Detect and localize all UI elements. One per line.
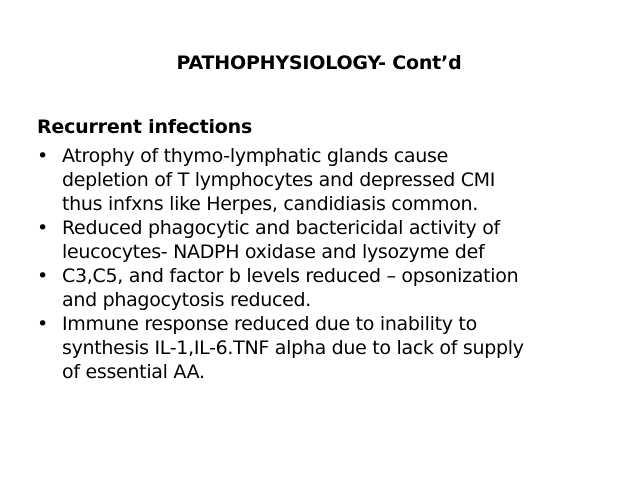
bullet-text-line: Immune response reduced due to inability to <box>62 313 477 335</box>
bullet-marker: • <box>37 145 49 167</box>
bullet-item <box>37 144 617 216</box>
bullet-marker: • <box>37 313 49 335</box>
bullet-item <box>37 264 617 312</box>
bullet-text-line: C3,C5, and factor b levels reduced – opsonization <box>62 265 519 287</box>
section-heading: Recurrent infections <box>37 116 253 138</box>
bullet-marker: • <box>37 265 49 287</box>
bullet-text-line: depletion of T lymphocytes and depressed CMI <box>62 169 496 191</box>
bullet-text-line: Reduced phagocytic and bactericidal activity of <box>62 217 500 239</box>
bullet-text-line: synthesis IL-1,IL-6.TNF alpha due to lack of supply <box>62 337 524 359</box>
bullet-text-line: Atrophy of thymo-lymphatic glands cause <box>62 145 448 167</box>
bullet-list <box>37 144 617 384</box>
bullet-text-line: of essential AA. <box>62 361 205 383</box>
bullet-text-line: leucocytes- NADPH oxidase and lysozyme def <box>62 241 485 263</box>
bullet-item <box>37 312 617 384</box>
bullet-text-line: and phagocytosis reduced. <box>62 289 312 311</box>
bullet-item <box>37 216 617 264</box>
slide-title: PATHOPHYSIOLOGY- Cont’d <box>176 52 462 74</box>
bullet-text-line: thus infxns like Herpes, candidiasis common. <box>62 193 478 215</box>
bullet-marker: • <box>37 217 49 239</box>
